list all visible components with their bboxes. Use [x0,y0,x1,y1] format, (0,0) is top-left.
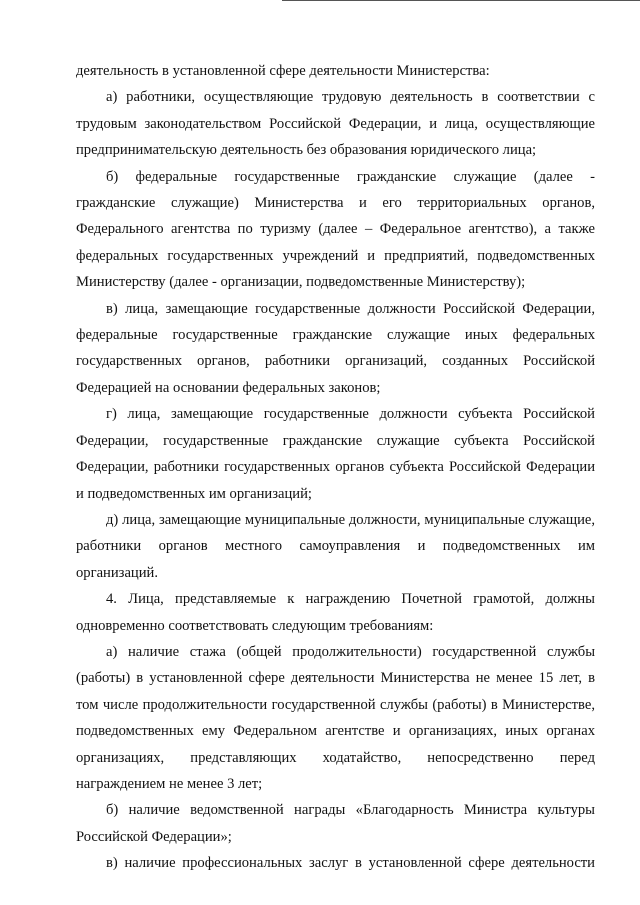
paragraph-item-e-municipal: д) лица, замещающие муниципальные должности, муниципальные служащие, работники органов местного самоуправления и подведомственных им организаций. [76,511,595,581]
paragraph-item-a-workers: а) работники, осуществляющие трудовую деятельность в соответствии с трудовым законодательством Российской Федерации, и лица, осуществляющие предпринимательскую деятельность без образования юридического лица; [76,89,595,159]
paragraph-continuation: деятельность в установленной сфере деятельности Министерства: [76,63,490,79]
paragraph-item-b-civil-servants: б) федеральные государственные гражданские служащие (далее - гражданские служащие) Министерства и его территориальных органов, Федерального агентства по туризму (далее – Федеральное агентство), а также федеральных государственных учреждений и предприятий, подведомственных Министерству (далее - организации, подведомственные Министерству); [76,168,595,291]
paragraph-item-d-subject-positions: г) лица, замещающие государственные должности субъекта Российской Федерации, государственные гражданские служащие субъекта Российской Федерации, работники государственных органов субъекта Российской Федерации и подведомственных им организаций; [76,406,595,502]
paragraph-req-b-award: б) наличие ведомственной награды «Благодарность Министра культуры Российской Федерации»; [76,802,595,845]
top-border-line [282,0,640,1]
document-body [76,58,595,877]
paragraph-req-c-merits: в) наличие профессиональных заслуг в установленной сфере деятельности [106,855,595,872]
paragraph-item-c-state-positions: в) лица, замещающие государственные должности Российской Федерации, федеральные государственные гражданские служащие иных федеральных государственных органов, работники организаций, созданных Российской Федерацией на основании федеральных законов; [76,300,595,396]
paragraph-req-a-experience: а) наличие стажа (общей продолжительности) государственной службы (работы) в установленной сфере деятельности Министерства не менее 15 лет, в том числе продолжительности государственной службы (работы) в Министерстве, подведомственных ему Федеральном агентстве и организациях, иных органах организациях, представляющих ходатайство, непосредственно перед награждением не менее 3 лет; [76,643,595,792]
paragraph-section-4: 4. Лица, представляемые к награждению Почетной грамотой, должны одновременно соответствовать следующим требованиям: [76,591,595,634]
